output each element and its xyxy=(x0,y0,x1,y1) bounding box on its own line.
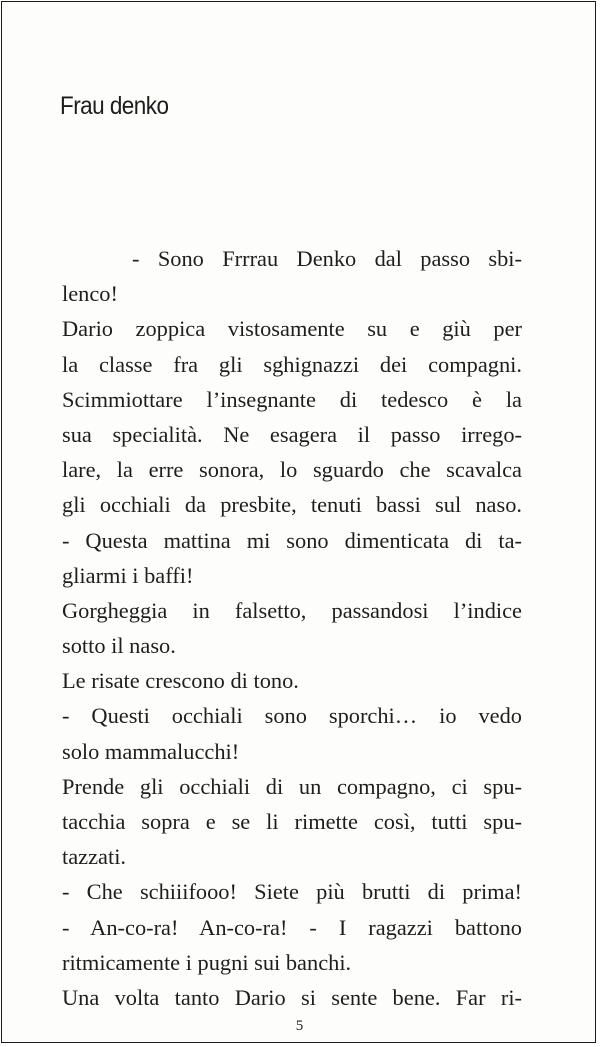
page-number: 5 xyxy=(295,1018,304,1034)
text-line: gliarmi i baffi! xyxy=(62,562,194,588)
chapter-title: Frau denko xyxy=(60,92,169,120)
text-line: - Questa mattina mi sono dimenticata di ta- xyxy=(62,527,522,553)
text-line: Prende gli occhiali di un compagno, ci spu- xyxy=(62,773,522,799)
text-line: - An-co-ra! An-co-ra! - I ragazzi battono xyxy=(62,914,522,940)
text-line: - Sono Frrrau Denko dal passo sbi- xyxy=(132,246,522,271)
text-line: ritmicamente i pugni sui banchi. xyxy=(62,949,352,975)
text-line: - Che schiiifooo! Siete più brutti di prima! xyxy=(62,879,522,905)
text-line: Dario zoppica vistosamente su e giù per xyxy=(62,316,522,342)
text-line: solo mammalucchi! xyxy=(62,738,240,764)
text-line: Una volta tanto Dario si sente bene. Far ri- xyxy=(62,984,522,1010)
text-line: sua specialità. Ne esagera il passo irrego- xyxy=(62,421,522,447)
text-line: lenco! xyxy=(62,281,118,307)
text-line: Le risate crescono di tono. xyxy=(62,668,299,694)
text-line: tazzati. xyxy=(62,844,127,870)
text-line: Gorgheggia in falsetto, passandosi l’indice xyxy=(62,597,522,623)
text-line: lare, la erre sonora, lo sguardo che scavalca xyxy=(62,457,522,483)
text-line: gli occhiali da presbite, tenuti bassi sul naso. xyxy=(62,492,522,518)
text-line: tacchia sopra e se li rimette così, tutti spu- xyxy=(62,809,522,834)
body-text xyxy=(62,241,522,1015)
text-line: Scimmiottare l’insegnante di tedesco è la xyxy=(62,386,522,412)
text-line: la classe fra gli sghignazzi dei compagni. xyxy=(62,351,522,377)
book-page xyxy=(1,1,596,1043)
text-line: - Questi occhiali sono sporchi… io vedo xyxy=(62,703,522,729)
text-line: sotto il naso. xyxy=(62,633,176,659)
